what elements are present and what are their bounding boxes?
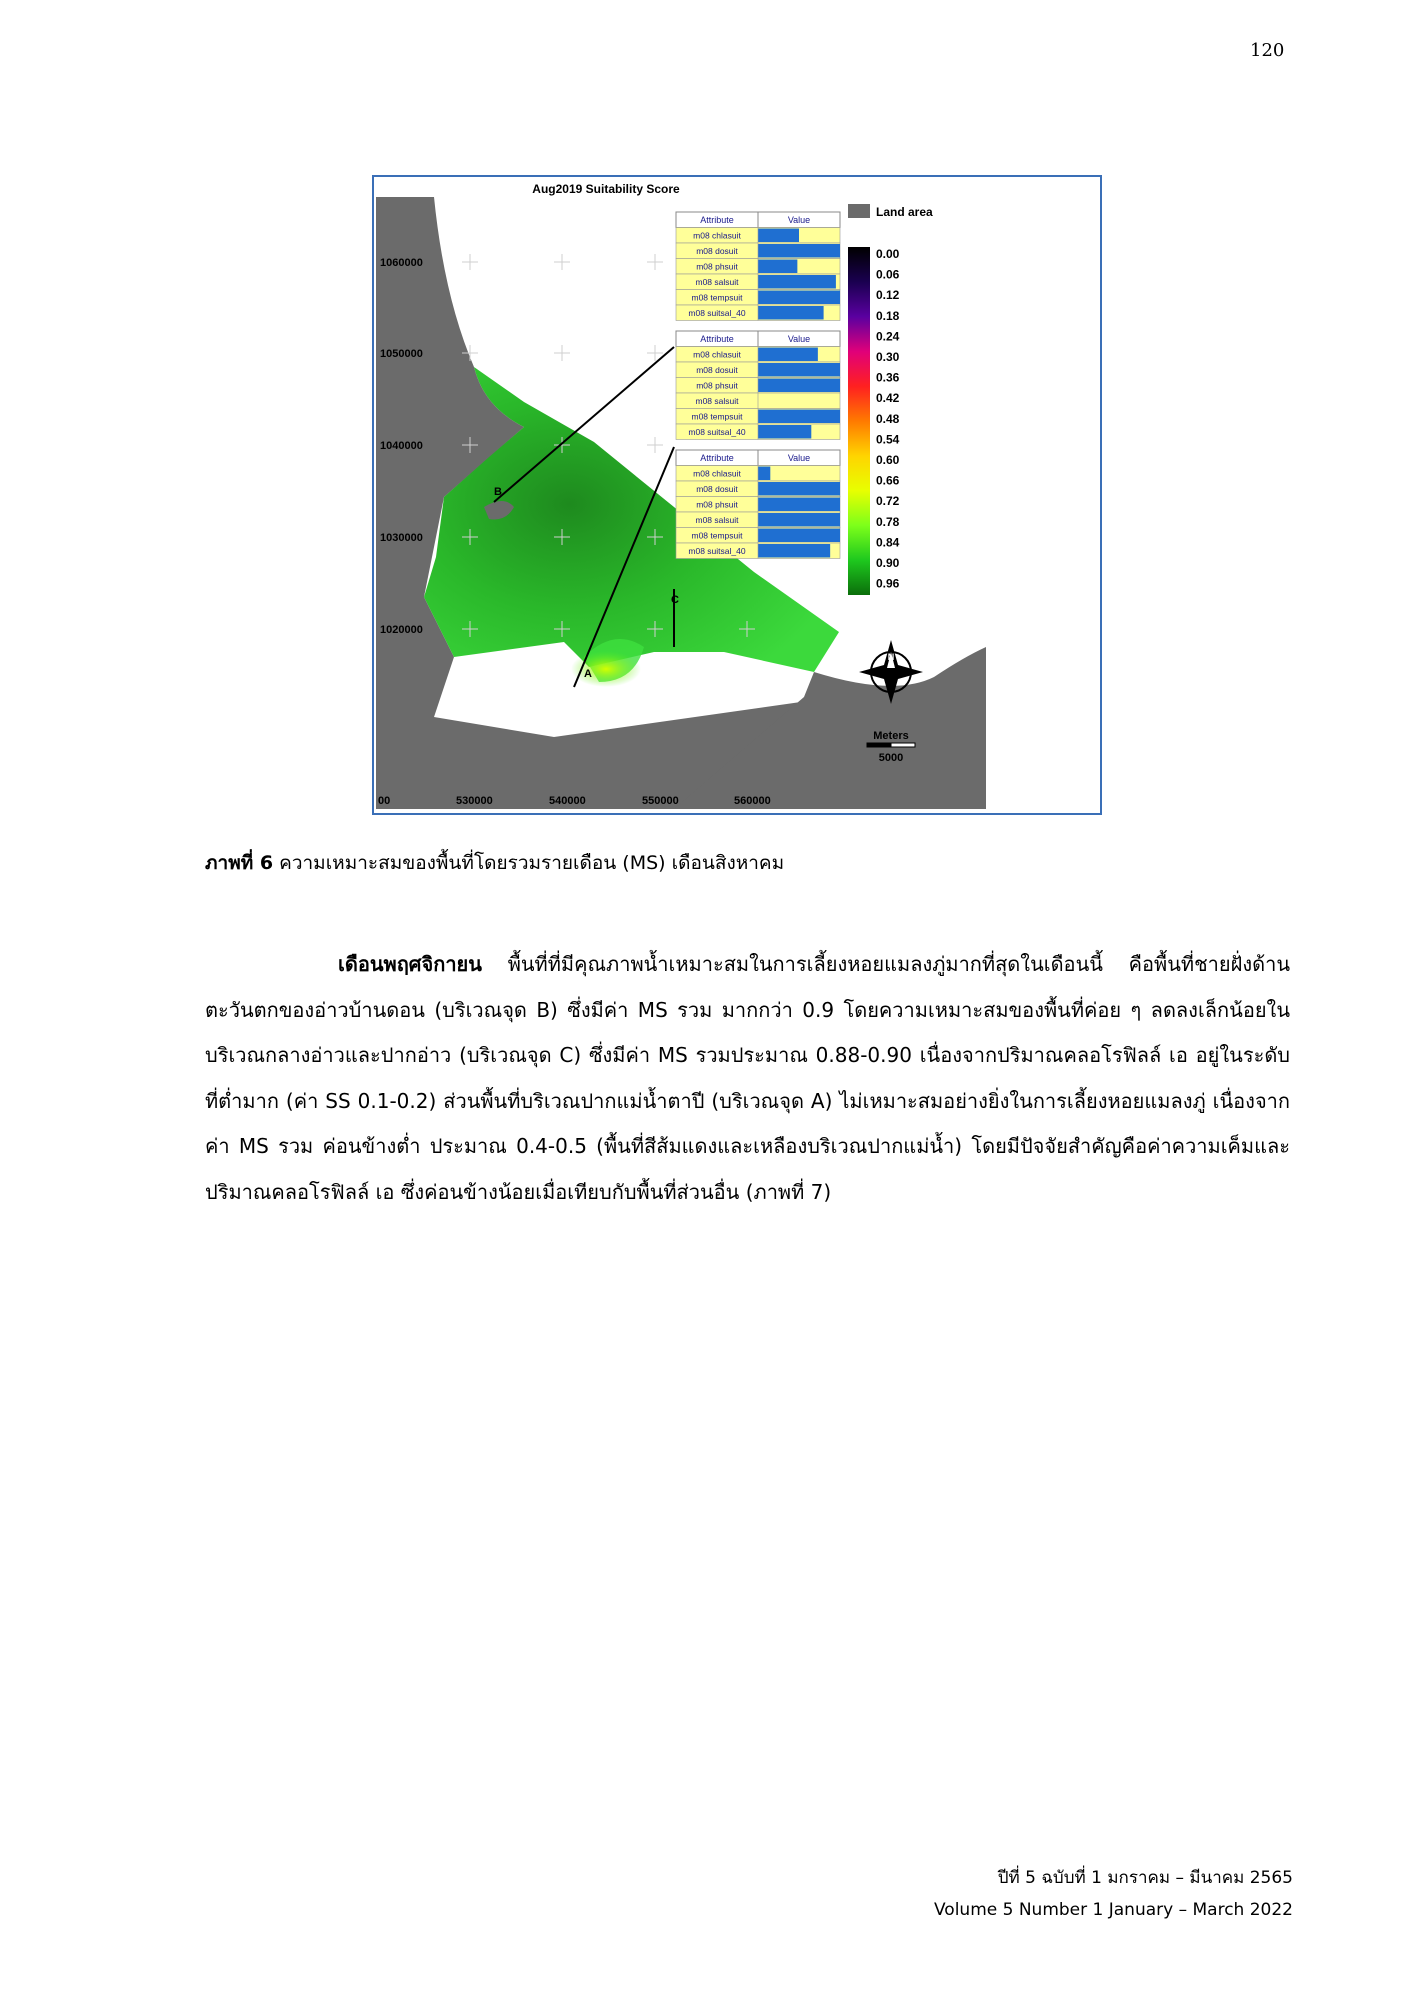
point-label-b: B — [494, 486, 502, 498]
y-tick-label: 1030000 — [380, 532, 423, 544]
value-bar — [758, 306, 824, 320]
legend-value: 0.66 — [876, 473, 900, 488]
x-tick-label: 550000 — [642, 795, 679, 807]
table-attribute-label: m08 chlasuit — [693, 349, 741, 360]
legend-value: 0.06 — [876, 267, 900, 282]
table-attribute-label: m08 tempsuit — [691, 411, 743, 422]
legend-value: 0.18 — [876, 308, 900, 323]
figure-title: Aug2019 Suitability Score — [532, 182, 680, 196]
scale-value: 5000 — [878, 752, 904, 764]
scale-label: Meters — [873, 730, 909, 742]
attribute-tables — [676, 212, 840, 559]
x-tick-label: 530000 — [456, 795, 493, 807]
land-area-label: Land area — [876, 205, 933, 219]
point-label-a: A — [584, 668, 592, 680]
y-tick-label: 1020000 — [380, 624, 423, 636]
value-bar — [758, 275, 836, 289]
legend-value: 0.42 — [876, 391, 900, 406]
attribute-table — [676, 450, 840, 559]
legend-value: 0.30 — [876, 350, 900, 364]
table-header-value: Value — [787, 334, 811, 344]
table-attribute-label: m08 tempsuit — [691, 530, 743, 541]
footer-thai: ปีที่ 5 ฉบับที่ 1 มกราคม – มีนาคม 2565 — [997, 1868, 1293, 1888]
table-header-value: Value — [787, 453, 811, 463]
legend-value: 0.12 — [876, 288, 900, 303]
table-attribute-label: m08 suitsal_40 — [688, 427, 746, 437]
table-header-attribute: Attribute — [700, 334, 734, 344]
legend-labels — [876, 247, 900, 591]
value-bar — [758, 482, 840, 496]
table-attribute-label: m08 dosuit — [696, 484, 738, 494]
page-number: 120 — [1250, 40, 1285, 61]
value-bar — [758, 260, 797, 274]
legend-value: 0.24 — [876, 329, 900, 344]
table-attribute-label: m08 chlasuit — [693, 230, 741, 241]
suitability-map-figure — [372, 175, 1102, 815]
svg-text:N: N — [887, 652, 895, 662]
table-attribute-label: m08 suitsal_40 — [688, 308, 746, 318]
table-attribute-label: m08 phsuit — [696, 261, 738, 272]
value-bar — [758, 229, 799, 243]
suitability-map — [374, 177, 1100, 813]
x-tick-label: 00 — [378, 795, 391, 807]
value-bar — [758, 498, 840, 512]
value-bar — [758, 467, 770, 481]
table-attribute-label: m08 salsuit — [695, 277, 739, 287]
table-header-value: Value — [787, 215, 811, 225]
table-attribute-label: m08 dosuit — [696, 246, 738, 256]
y-tick-label: 1050000 — [380, 348, 423, 360]
table-attribute-label: m08 tempsuit — [691, 292, 743, 303]
table-attribute-label: m08 chlasuit — [693, 468, 741, 479]
legend-value: 0.60 — [876, 453, 900, 467]
table-attribute-label: m08 phsuit — [696, 380, 738, 391]
x-tick-label: 540000 — [549, 795, 586, 807]
body-lead: เดือนพฤศจิกายน — [338, 952, 482, 976]
value-bar — [758, 244, 840, 258]
legend-value: 0.96 — [876, 576, 900, 591]
legend-value: 0.90 — [876, 556, 900, 570]
value-bar — [758, 425, 811, 439]
table-attribute-label: m08 dosuit — [696, 365, 738, 375]
attribute-table — [676, 331, 840, 440]
figure-caption — [205, 848, 784, 878]
y-tick-label: 1060000 — [380, 257, 423, 269]
legend-value: 0.78 — [876, 514, 900, 529]
legend-colorbar — [848, 247, 870, 595]
y-tick-label: 1040000 — [380, 440, 423, 452]
caption-text: ความเหมาะสมของพื้นที่โดยรวมรายเดือน (MS) เดือนสิงหาคม — [273, 852, 785, 874]
legend-value: 0.36 — [876, 370, 900, 385]
value-bar — [758, 379, 840, 393]
value-bar — [758, 513, 840, 527]
table-header-attribute: Attribute — [700, 215, 734, 225]
body-text: พื้นที่ที่มีคุณภาพน้ำเหมาะสมในการเลี้ยงหอยแมลงภู่มากที่สุดในเดือนนี้ คือพื้นที่ชายฝั่งด้านตะวันตกของอ่าวบ้านดอน (บริเวณจุด B) ซึ่งมีค่า MS รวม มากกว่า 0.9 โดยความเหมาะสมของพื้นที่ค่อย ๆ ลดลงเล็กน้อยในบริเวณกลางอ่าวและปากอ่าว (บริเวณจุด C) ซึ่งมีค่า MS รวมประมาณ 0.88-0.90 เนื่องจากปริมาณคลอโรฟิลล์ เอ อยู่ในระดับที่ต่ำมาก (ค่า SS 0.1-0.2) ส่วนพื้นที่บริเวณปากแม่น้ำตาปี (บริเวณจุด A) ไม่เหมาะสมอย่างยิ่งในการเลี้ยงหอยแมลงภู่ เนื่องจากค่า MS รวม ค่อนข้างต่ำ ประมาณ 0.4-0.5 (พื้นที่สีส้มแดงและเหลืองบริเวณปากแม่น้ำ) โดยมีปัจจัยสำคัญคือค่าความเค็มและปริมาณคลอโรฟิลล์ เอ ซึ่งค่อนข้างน้อยเมื่อเทียบกับพื้นที่ส่วนอื่น (ภาพที่ 7) — [205, 952, 1290, 1204]
legend-value: 0.00 — [876, 247, 900, 261]
point-label-c: C — [671, 594, 679, 606]
value-bar — [758, 544, 830, 558]
value-bar — [758, 348, 818, 362]
land-area-swatch — [848, 204, 870, 218]
caption-label: ภาพที่ 6 — [205, 852, 274, 874]
table-attribute-label: m08 salsuit — [695, 515, 739, 525]
attribute-table — [676, 212, 840, 321]
scale-bar — [867, 743, 915, 747]
table-attribute-label: m08 salsuit — [695, 396, 739, 406]
table-header-attribute: Attribute — [700, 453, 734, 463]
legend-value: 0.48 — [876, 411, 900, 426]
footer-english: Volume 5 Number 1 January – March 2022 — [933, 1900, 1293, 1920]
table-attribute-label: m08 phsuit — [696, 499, 738, 510]
value-bar — [758, 410, 840, 424]
value-bar — [758, 291, 840, 305]
value-bar — [758, 529, 840, 543]
legend-value: 0.84 — [876, 535, 900, 550]
legend-value: 0.54 — [876, 432, 900, 447]
body-paragraph — [205, 942, 1290, 1215]
legend-value: 0.72 — [876, 494, 900, 509]
value-bar — [758, 363, 840, 377]
table-attribute-label: m08 suitsal_40 — [688, 546, 746, 556]
x-tick-label: 560000 — [734, 795, 771, 807]
